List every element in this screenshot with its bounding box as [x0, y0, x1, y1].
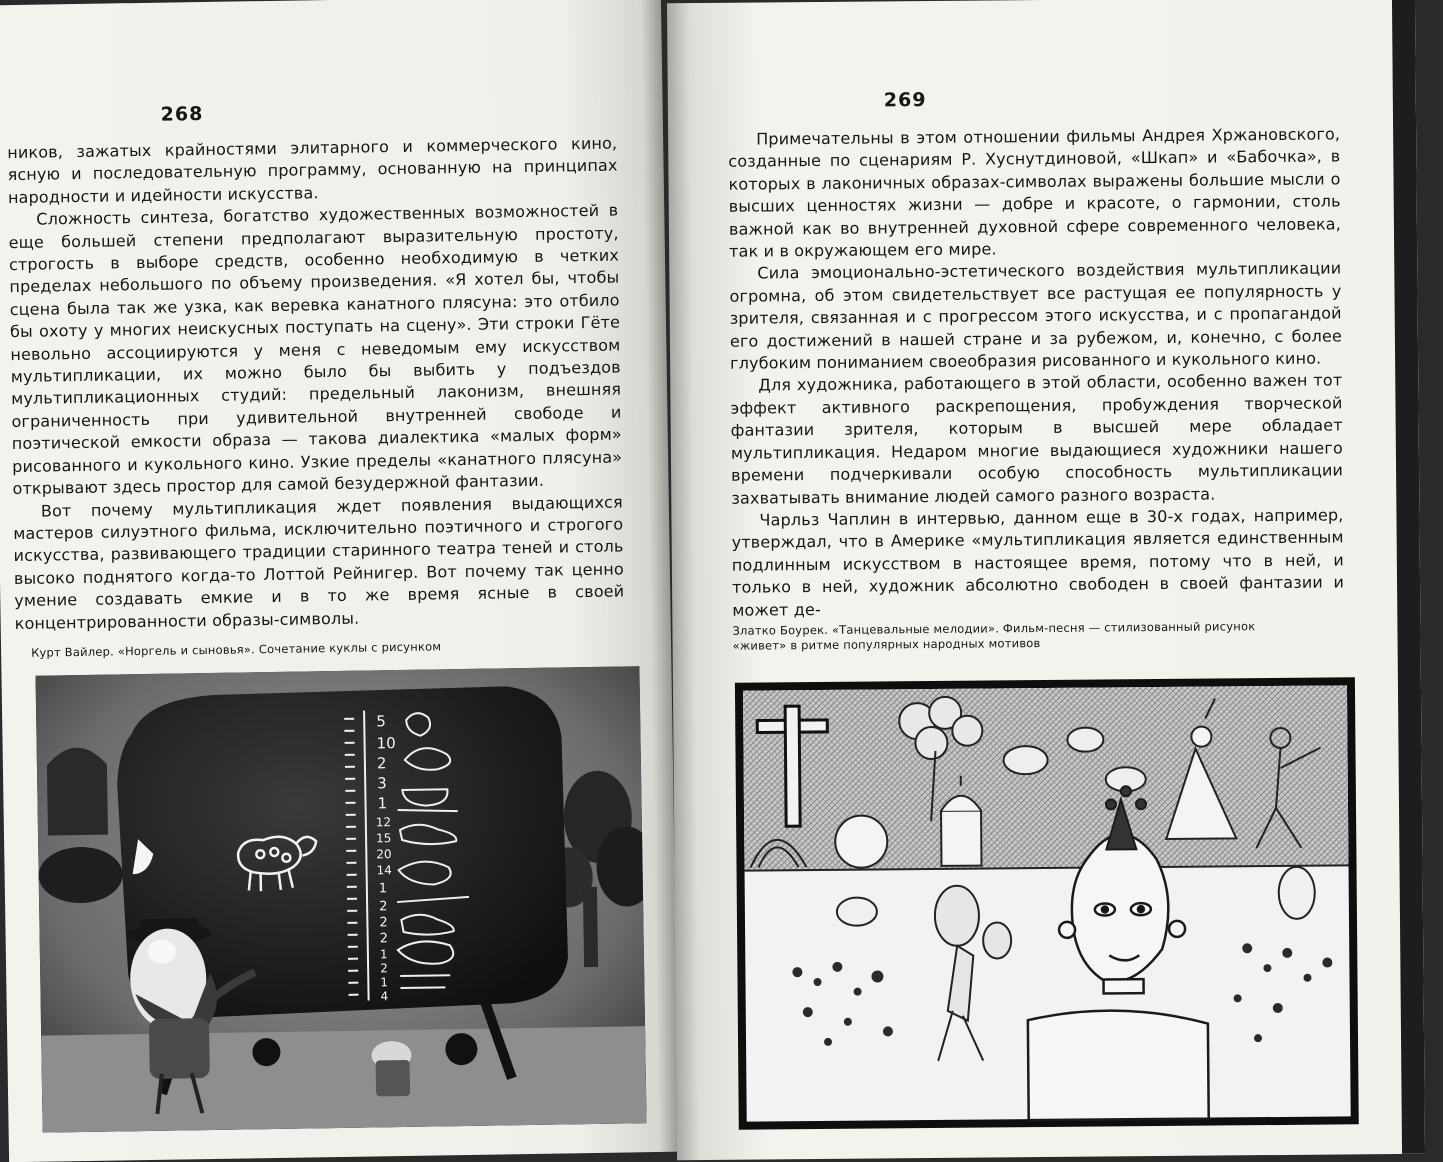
photo-caption-right: Златко Боурек. «Танцевальные мелодии». Фильм-песня — стилизованный рисунок «живет» в ритме популярных народных мотивов — [732, 619, 1292, 654]
stylized-drawing-frame — [735, 677, 1359, 1129]
board-number: 2 — [379, 899, 388, 914]
left-page — [0, 0, 679, 1162]
board-number: 10 — [376, 734, 395, 752]
board-number: 5 — [376, 712, 386, 730]
paragraph: Сложность синтеза, богатство художественных возможностей в еще большей степени предполагают выразительную простоту, строгость в выборе средств, особенно необходимую в четких пределах небольшого по объему произведения. «Я хотел бы, чтобы сцена была так же узка, как веревка канатного плясуна: это отбило бы охоту у многих неискусных поступать на сцену». Эти строки Гёте невольно ассоциируются у меня с неведомым ему искусством мультипликации, их можно было бы выбить у подъездов мультипликационных студий: предельный лаконизм, внешняя ограниченность при удивительной внутренней свободе и поэтической емкости образа — такова диалектика «малых форм» рисованного и кукольного кино. Узкие пределы «канатного плясуна» открывают здесь простор для самой безудержной фантазии. — [8, 200, 623, 501]
board-number: 2 — [380, 961, 388, 975]
board-number: 20 — [376, 847, 391, 861]
board-number: 2 — [380, 931, 389, 946]
board-number: 1 — [377, 794, 387, 812]
paragraph: Вот почему мультипликация ждет появления выдающихся мастеров силуэтного фильма, исключительно поэтичного и строгого искусства, развивающего традиции старинного театра теней и столь высоко поднятого когда-то Лоттой Рейнигер. Вот почему так ценно умение создавать емкие и в то же время ясные в своей концентрированности образы-символы. — [13, 491, 625, 635]
page-number-right: 269 — [884, 89, 927, 111]
board-number: 2 — [379, 915, 388, 930]
folk-drawing-illustration — [735, 677, 1359, 1129]
photo-caption-left: Курт Вайлер. «Норгель и сыновья». Сочетание куклы с рисунком — [31, 636, 631, 660]
board-number: 12 — [376, 815, 391, 829]
board-number: 4 — [380, 989, 388, 1003]
right-page — [667, 0, 1425, 1160]
paragraph: Для художника, работающего в этой области, особенно важен тот эффект активного раскрепощения, пробуждения творческой фантазии зрителя, которым в высшей мере обладает мультипликация. Недаром многие выдающиеся художники нашего времени подчеркивали особую способность мультипликации захватывать внимание людей самого разного возраста. — [730, 370, 1343, 510]
book-edge-shadow — [1392, 0, 1425, 1154]
board-number: 1 — [379, 881, 388, 896]
board-number: 1 — [380, 947, 388, 961]
board-number: 3 — [377, 774, 387, 792]
paragraph: ников, зажатых крайностями элитарного и коммерческого кино, ясную и последовательную программу, основанную на принципах народности и идейности искусства. — [7, 133, 618, 210]
page-number-left: 268 — [161, 103, 204, 126]
board-number: 2 — [377, 754, 387, 772]
puppet-scene-illustration — [35, 666, 646, 1132]
left-page-text — [7, 133, 625, 635]
paragraph: Примечательны в этом отношении фильмы Андрея Хржановского, созданные по сценариям Р. Хуснутдиновой, «Шкап» и «Бабочка», в которых в лаконичных образах-символах выражены большие мысли о высших ценностях жизни — добре и красоте, о гармонии, столь важной как во внутренней духовной сфере современного человека, так и в окружающем его мире. — [728, 123, 1341, 263]
board-number: 1 — [380, 975, 388, 989]
board-number: 14 — [376, 863, 391, 877]
paragraph: Чарльз Чаплин в интервью, данном еще в 30-х годах, например, утверждал, что в Америке «мультипликация является единственным подлинным искусством в настоящее время, потому что в ней, и только в ней, художник абсолютно свободен в своей фантазии и может де- — [731, 504, 1344, 621]
paragraph: Сила эмоционально-эстетического воздействия мультипликации огромна, об этом свидетельствует все растущая ее популярность у зрителя, связанная и с прогрессом этого искусства, и с пропагандой его достижений в нашей стране и за рубежом, и, конечно, с более глубоким пониманием своеобразия рисованного и кукольного кино. — [729, 258, 1342, 375]
right-page-text — [728, 123, 1344, 621]
small-sack — [371, 1041, 412, 1097]
board-number: 15 — [376, 831, 391, 845]
puppet-animation-photo — [35, 666, 646, 1132]
